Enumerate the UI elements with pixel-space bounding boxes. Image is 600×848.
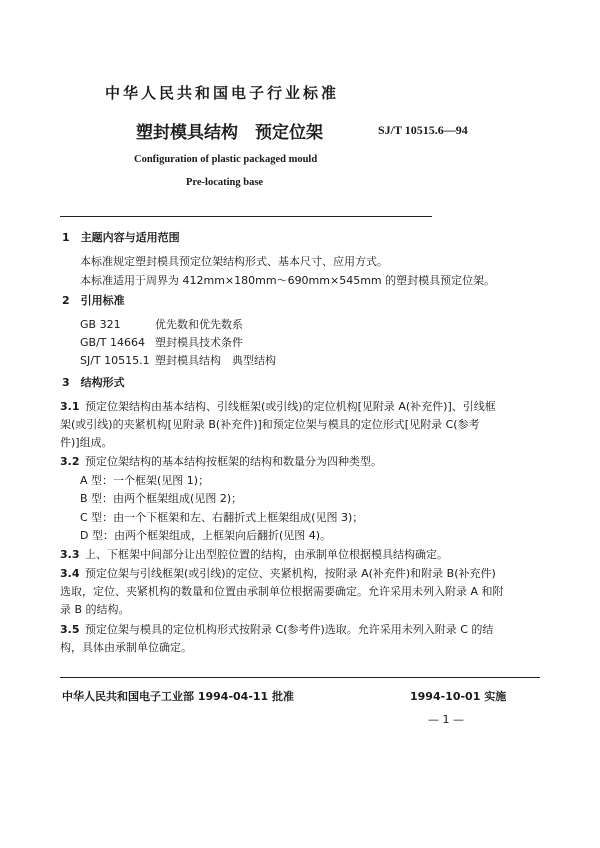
reference-code: SJ/T 10515.1 — [80, 354, 150, 367]
paragraph-line: 构，具体由承制单位确定。 — [60, 641, 192, 654]
clause-number: 3.3 — [60, 548, 80, 561]
section-3-heading: 3 结构形式 — [62, 376, 125, 389]
header-rule — [60, 216, 432, 217]
reference-name: 优先数和优先数系 — [155, 318, 243, 331]
page-number: — 1 — — [428, 713, 464, 726]
paragraph-line: 架(或引线)的夹紧机构[见附录 B(补充件)]和预定位架与模具的定位形式[见附录 C(参考 — [60, 418, 480, 431]
document-title: 塑封模具结构 预定位架 — [136, 123, 323, 143]
reference-code: GB/T 14664 — [80, 336, 145, 349]
paragraph-line: 预定位架结构由基本结构、引线框架(或引线)的定位机构[见附录 A(补充件)]、引线框 — [85, 400, 496, 413]
paragraph-line: 上、下框架中间部分让出型腔位置的结构，由承制单位根据模具结构确定。 — [85, 548, 448, 561]
section-2-heading: 2 引用标准 — [62, 294, 125, 307]
effective-date: 1994-10-01 实施 — [410, 690, 507, 703]
reference-name: 塑封模具结构 典型结构 — [155, 354, 276, 367]
paragraph-line: 录 B 的结构。 — [60, 603, 130, 616]
reference-name: 塑封模具技术条件 — [155, 336, 243, 349]
paragraph-line: 预定位架结构的基本结构按框架的结构和数量分为四种类型。 — [85, 455, 382, 468]
clause-number: 3.2 — [60, 455, 80, 468]
paragraph-line: 预定位架与引线框架(或引线)的定位、夹紧机构，按附录 A(补充件)和附录 B(补充件) — [85, 567, 496, 580]
paragraph-line: 本标准适用于周界为 412mm×180mm～690mm×545mm 的塑封模具预定位架。 — [80, 274, 496, 287]
english-title-line2: Pre-locating base — [186, 177, 264, 188]
standard-code: SJ/T 10515.6—94 — [378, 123, 468, 137]
paragraph-line: 选取，定位、夹紧机构的数量和位置由承制单位根据需要确定。允许采用未列入附录 A 和附 — [60, 585, 504, 598]
type-item: C 型：由一个下框架和左、右翻折式上框架组成(见图 3)； — [80, 511, 364, 524]
clause-number: 3.5 — [60, 623, 80, 636]
issuing-body: 中华人民共和国电子行业标准 — [105, 84, 340, 102]
approval-note: 中华人民共和国电子工业部 1994-04-11 批准 — [62, 690, 295, 703]
section-1-heading: 1 主题内容与适用范围 — [62, 231, 180, 244]
paragraph-line: 件)]组成。 — [60, 436, 113, 449]
footer-rule — [60, 677, 540, 678]
paragraph-line: 本标准规定塑封模具预定位架结构形式、基本尺寸、应用方式。 — [80, 255, 388, 268]
clause-number: 3.1 — [60, 400, 80, 413]
reference-code: GB 321 — [80, 318, 121, 331]
type-item: B 型：由两个框架组成(见图 2)； — [80, 492, 243, 505]
type-item: D 型：由两个框架组成，上框架向后翻折(见图 4)。 — [80, 529, 332, 542]
clause-number: 3.4 — [60, 567, 80, 580]
paragraph-line: 预定位架与模具的定位机构形式按附录 C(参考件)选取。允许采用未列入附录 C 的结 — [85, 623, 494, 636]
type-item: A 型：一个框架(见图 1)； — [80, 474, 210, 487]
english-title-line1: Configuration of plastic packaged mould — [134, 154, 318, 165]
